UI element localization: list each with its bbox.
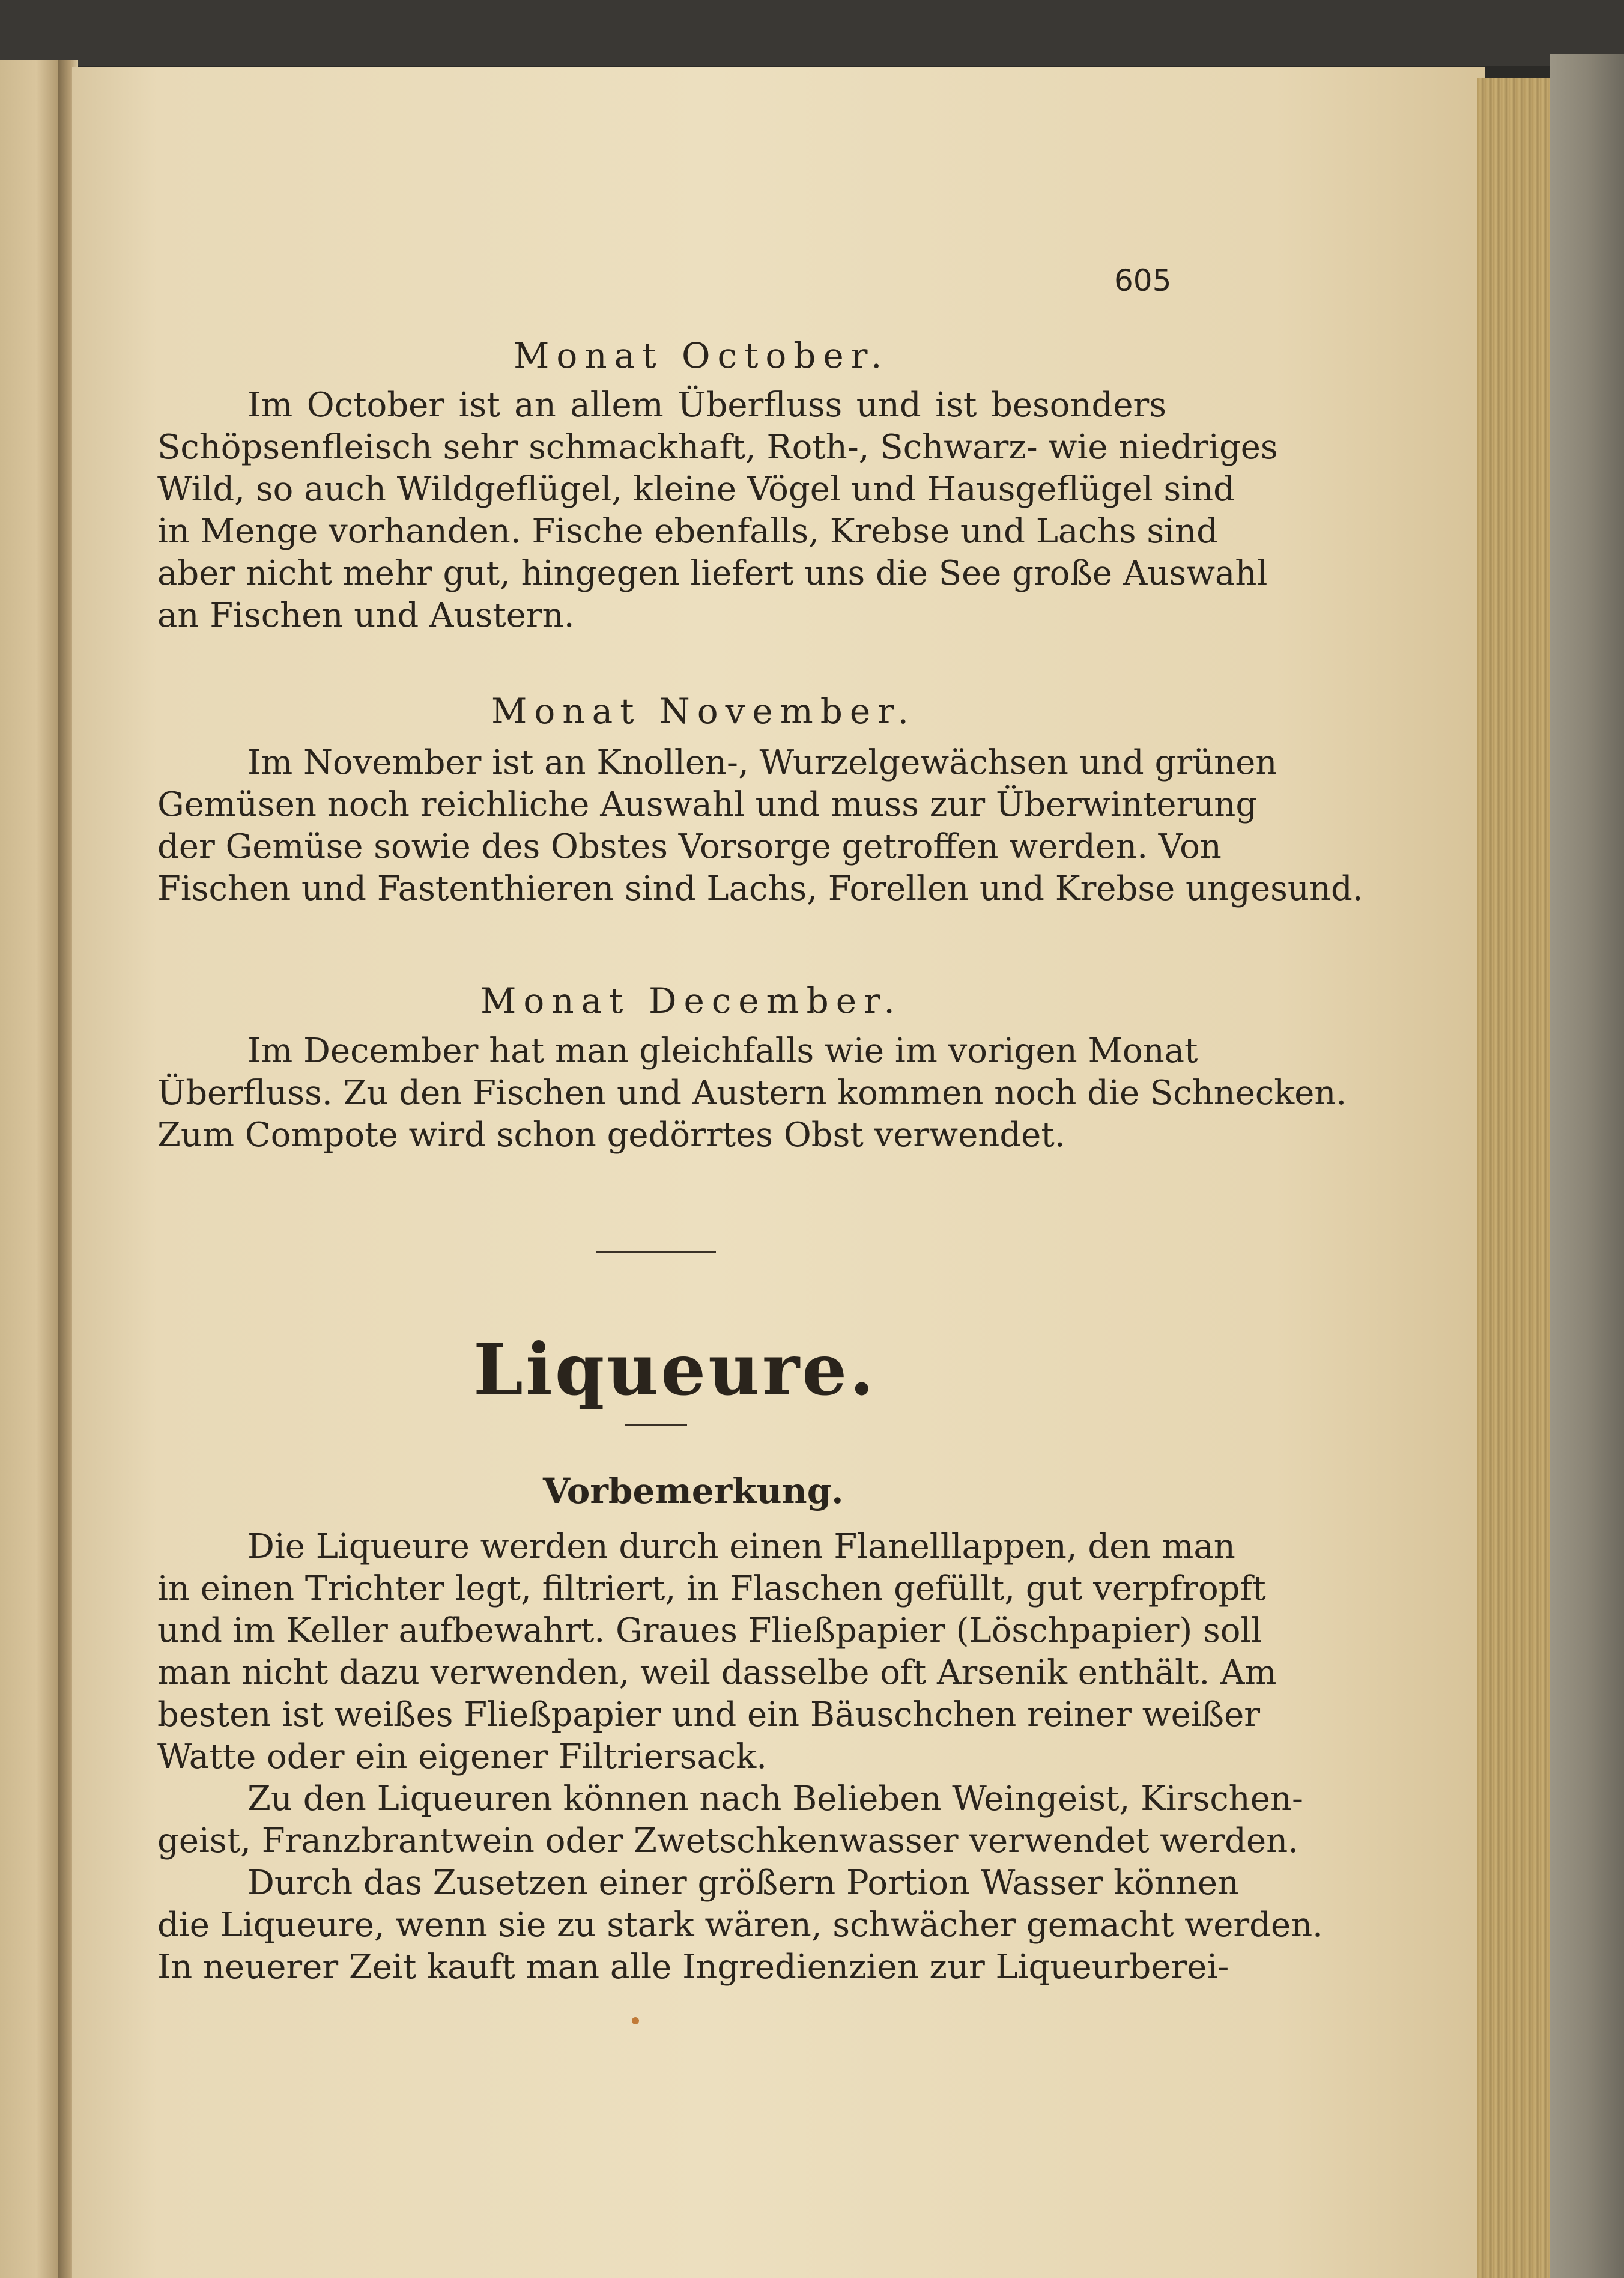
paragraph-liqueure-1 [157,1526,1277,1778]
text-line: aber nicht mehr gut, hingegen liefert uns die See große Auswahl [157,554,1268,593]
title-underline [625,1424,687,1426]
background-top [0,0,1624,66]
chapter-title: Liqueure. [473,1328,877,1411]
text-line: Überfluss. Zu den Fischen und Austern kommen noch die Schnecken. [157,1074,1347,1113]
paragraph-liqueure-3 [157,1862,1323,1988]
text-line: an Fischen und Austern. [157,596,575,635]
paragraph-liqueure-2 [157,1778,1303,1862]
text-line: Durch das Zusetzen einer größern Portion Wasser können [247,1863,1240,1903]
page-edges [1477,78,1556,2278]
left-page-edge [0,60,66,2278]
section-heading-december: Monat December. [480,980,902,1021]
text-line: der Gemüse sowie des Obstes Vorsorge getroffen werden. Von [157,827,1222,866]
text-line: man nicht dazu verwenden, weil dasselbe oft Arsenik enthält. Am [157,1653,1277,1692]
text-line: Im October ist an allem Überfluss und ist besonders [247,386,1166,425]
text-line: Zu den Liqueuren können nach Belieben Weingeist, Kirschen- [247,1779,1303,1818]
text-line: Zum Compote wird schon gedörrtes Obst verwendet. [157,1116,1065,1155]
page-number: 605 [1114,263,1172,298]
paragraph-november [157,742,1363,910]
paragraph-december [157,1030,1347,1156]
text-line: Fischen und Fastenthieren sind Lachs, Forellen und Krebse ungesund. [157,869,1363,908]
text-line: in Menge vorhanden. Fische ebenfalls, Krebse und Lachs sind [157,512,1218,551]
text-line: Im November ist an Knollen-, Wurzelgewächsen und grünen [247,743,1277,782]
text-line: Schöpsenfleisch sehr schmackhaft, Roth-, Schwarz- wie niedriges [157,428,1278,467]
section-heading-october: Monat October. [514,335,889,376]
text-line: Watte oder ein eigener Filtriersack. [157,1737,768,1776]
text-line: geist, Franzbrantwein oder Zwetschkenwasser verwendet werden. [157,1821,1299,1860]
text-line: in einen Trichter legt, filtriert, in Flaschen gefüllt, gut verpfropft [157,1569,1266,1608]
text-line: Die Liqueure werden durch einen Flanelllappen, den man [247,1527,1235,1566]
text-line: Wild, so auch Wildgeflügel, kleine Vögel und Hausgeflügel sind [157,470,1235,509]
book-cover-cloth [1550,54,1624,2278]
text-line: die Liqueure, wenn sie zu stark wären, schwächer gemacht werden. [157,1906,1323,1945]
text-line: besten ist weißes Fließpapier und ein Bäuschchen reiner weißer [157,1695,1260,1734]
text-line: Gemüsen noch reichliche Auswahl und muss zur Überwinterung [157,785,1258,824]
text-line: und im Keller aufbewahrt. Graues Fließpapier (Löschpapier) soll [157,1611,1262,1650]
text-line: Im December hat man gleichfalls wie im vorigen Monat [247,1031,1198,1071]
subheading: Vorbemerkung. [543,1471,844,1511]
paragraph-october [157,384,1278,637]
text-line: In neuerer Zeit kauft man alle Ingredienzien zur Liqueurberei- [157,1948,1229,1987]
section-divider [596,1251,716,1253]
section-heading-november: Monat November. [491,691,916,732]
ink-spot [632,2017,639,2024]
